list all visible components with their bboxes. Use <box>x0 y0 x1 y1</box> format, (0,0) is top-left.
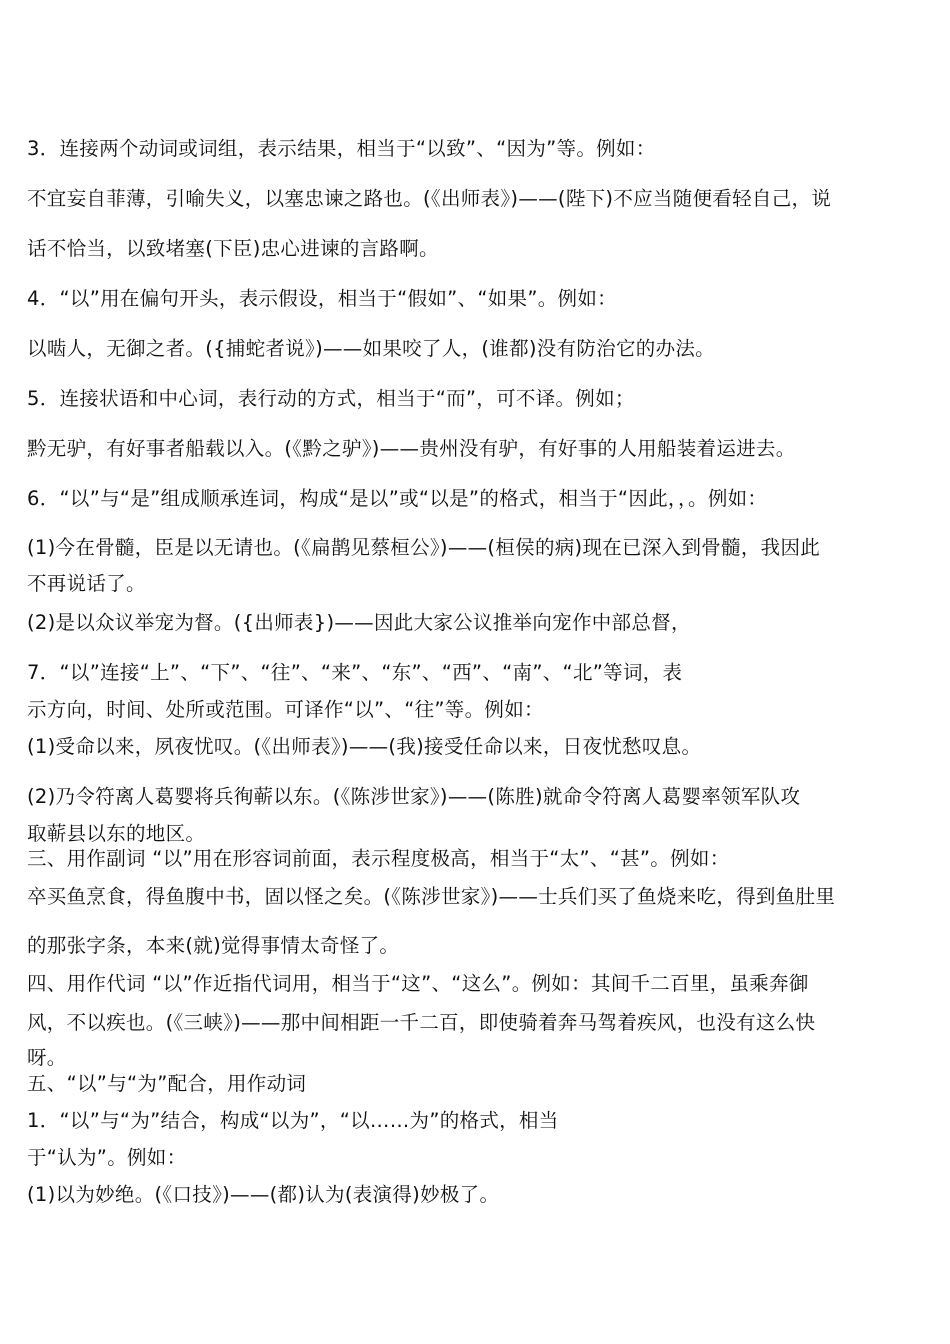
text-line: (1)以为妙绝。(《口技》)——(都)认为(表演得)妙极了。 <box>27 1183 500 1206</box>
text-line: 不再说话了。 <box>27 572 146 595</box>
text-line: (1)今在骨髓，臣是以无请也。(《扁鹊见蔡桓公》)——(桓侯的病)现在已深入到骨髓，我因此 <box>27 536 821 559</box>
text-line: 3．连接两个动词或词组，表示结果，相当于“以致”、“因为”等。例如： <box>27 137 656 160</box>
text-line: (2)乃令符离人葛婴将兵徇蕲以东。(《陈涉世家》)——(陈胜)就命令符离人葛婴率领军队攻 <box>27 785 801 808</box>
text-line: 5．连接状语和中心词，表行动的方式，相当于“而”，可不译。例如； <box>27 387 635 410</box>
text-line: (1)受命以来，夙夜忧叹。(《出师表》)——(我)接受任命以来，日夜忧愁叹息。 <box>27 735 702 758</box>
text-line: 四、用作代词 “以”作近指代词用，相当于“这”、“这么”。例如：其间千二百里，虽乘奔御 <box>27 972 809 995</box>
text-line: 7．“以”连接“上”、“下”、“往”、“来”、“东”、“西”、“南”、“北”等词，表 <box>27 661 683 684</box>
text-line: 风，不以疾也。(《三峡》)——那中间相距一千二百，即使骑着奔马驾着疾风，也没有这么快 <box>27 1011 816 1034</box>
text-line: 卒买鱼烹食，得鱼腹中书，固以怪之矣。(《陈涉世家》)——士兵们买了鱼烧来吃，得到鱼肚里 <box>27 885 836 908</box>
text-line: 示方向，时间、处所或范围。可译作“以”、“往”等。例如： <box>27 698 544 721</box>
text-line: 不宜妄自菲薄，引喻失义，以塞忠谏之路也。(《出师表》)——(陛下)不应当随便看轻自己，说 <box>27 187 832 210</box>
text-line: (2)是以众议举宠为督。({出师表})——因此大家公议推举向宠作中部总督， <box>27 611 691 634</box>
text-line: 4．“以”用在偏句开头，表示假设，相当于“假如”、“如果”。例如： <box>27 287 617 310</box>
text-line: 的那张字条，本来(就)觉得事情太奇怪了。 <box>27 934 400 957</box>
text-line: 呀。 <box>27 1046 67 1069</box>
text-line: 6．“以”与“是”组成顺承连词，构成“是以”或“以是”的格式，相当于“因此，，。例如： <box>27 487 768 510</box>
text-line: 话不恰当，以致堵塞(下臣)忠心进谏的言路啊。 <box>27 237 439 260</box>
text-line: 1．“以”与“为”结合，构成“以为”，“以……为”的格式，相当 <box>27 1109 559 1132</box>
text-line: 取蕲县以东的地区。 <box>27 822 206 845</box>
text-line: 五、“以”与“为”配合，用作动词 <box>27 1072 307 1095</box>
text-line: 黔无驴，有好事者船载以入。(《黔之驴》)——贵州没有驴，有好事的人用船装着运进去。 <box>27 437 796 460</box>
text-line: 以啮人，无御之者。({捕蛇者说》)——如果咬了人，(谁都)没有防治它的办法。 <box>27 337 715 360</box>
text-line: 三、用作副词 “以”用在形容词前面，表示程度极高，相当于“太”、“甚”。例如： <box>27 847 730 870</box>
text-line: 于“认为”。例如： <box>27 1146 187 1169</box>
